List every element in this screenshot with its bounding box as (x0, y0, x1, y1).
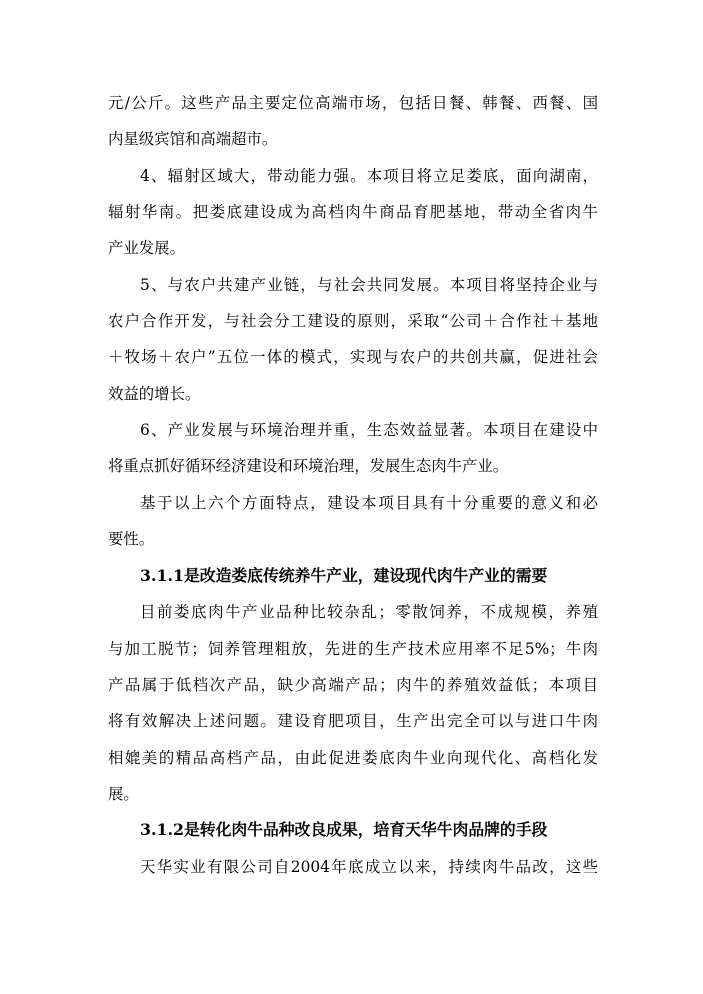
text-line: 元/公斤。这些产品主要定位高端市场，包括日餐、韩餐、西餐、国 (108, 94, 598, 112)
text-line: 产品属于低档次产品，缺少高端产品；肉牛的养殖效益低；本项目 (108, 676, 598, 694)
text-line: 将有效解决上述问题。建设育肥项目，生产出完全可以与进口牛肉 (108, 712, 598, 730)
section-heading-3-1-2: 3.1.2是转化肉牛品种改良成果，培育天华牛肉品牌的手段 (140, 820, 548, 839)
text-line: 相媲美的精品高档产品，由此促进娄底肉牛业向现代化、高档化发 (108, 749, 598, 767)
paragraph-5-line: 5、与农户共建产业链，与社会共同发展。本项目将坚持企业与 (140, 276, 598, 294)
section-heading-3-1-1: 3.1.1是改造娄底传统养牛产业，建设现代肉牛产业的需要 (140, 566, 548, 585)
text-line: 与加工脱节；饲养管理粗放，先进的生产技术应用率不足5%；牛肉 (108, 640, 598, 658)
text-line: 将重点抓好循环经济建设和环境治理，发展生态肉牛产业。 (108, 457, 509, 475)
text-line: 天华实业有限公司自2004年底成立以来，持续肉牛品改，这些 (140, 858, 598, 876)
text-line: 辐射华南。把娄底建设成为高档肉牛商品育肥基地，带动全省肉牛 (108, 203, 598, 221)
text-line: 产业发展。 (108, 239, 185, 257)
text-line: ＋牧场＋农户”五位一体的模式，实现与农户的共创共赢，促进社会 (108, 348, 598, 366)
paragraph-6-line: 6、产业发展与环境治理并重，生态效益显著。本项目在建设中 (140, 421, 598, 439)
text-line: 要性。 (108, 530, 155, 548)
summary-line: 基于以上六个方面特点，建设本项目具有十分重要的意义和必 (140, 494, 598, 512)
paragraph-4-line: 4、辐射区域大，带动能力强。本项目将立足娄底，面向湖南， (140, 167, 598, 185)
text-line: 内星级宾馆和高端超市。 (108, 130, 278, 148)
text-line: 效益的增长。 (108, 385, 201, 403)
text-line: 农户合作开发，与社会分工建设的原则，采取“公司＋合作社＋基地 (108, 312, 598, 330)
text-line: 展。 (108, 785, 139, 803)
text-line: 目前娄底肉牛产业品种比较杂乱；零散饲养，不成规模，养殖 (140, 603, 598, 621)
